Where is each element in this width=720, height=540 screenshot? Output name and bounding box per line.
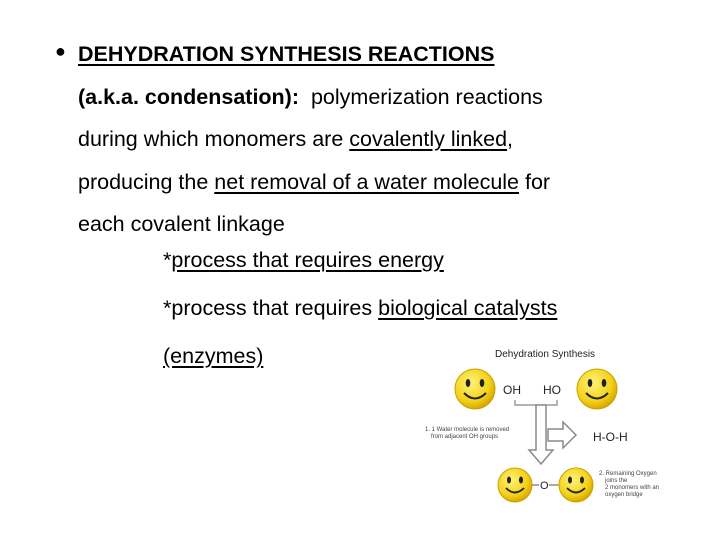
enzymes-text: (enzymes) xyxy=(163,344,264,368)
diagram-title: Dehydration Synthesis xyxy=(495,349,596,360)
requirement-enzymes xyxy=(163,341,263,371)
requirement-energy xyxy=(163,245,444,275)
smiley-monomer-bottom-left-icon xyxy=(498,468,532,502)
water-molecule-label: H-O-H xyxy=(593,430,628,444)
heading: DEHYDRATION SYNTHESIS REACTIONS xyxy=(78,42,495,66)
right-arrow-icon xyxy=(548,422,576,448)
covalently-linked-text: covalently linked xyxy=(349,127,508,151)
step2-line3: 2 monomers with an xyxy=(605,485,660,491)
oxygen-label: O xyxy=(540,480,549,492)
step1-line1: 1. 1 Water molecule is removed xyxy=(425,427,510,433)
step2-line1: 2. Remaining Oxygen xyxy=(599,471,657,477)
requires-energy-text: process that requires energy xyxy=(171,248,444,272)
definition-line2: during which monomers are xyxy=(78,127,344,151)
definition-line3: producing the xyxy=(78,169,209,194)
smiley-monomer-bottom-right-icon xyxy=(559,468,593,502)
definition-line4: each covalent linkage xyxy=(78,212,285,236)
step1-line2: from adjacent OH groups xyxy=(431,434,499,440)
ho-label: HO xyxy=(543,383,561,397)
asterisk: * xyxy=(163,248,172,272)
bullet-marker: ● xyxy=(55,41,66,61)
comma: , xyxy=(507,127,514,151)
step2-line4: oxygen bridge xyxy=(605,492,643,498)
definition-paragraph xyxy=(78,33,708,246)
dehydration-synthesis-diagram xyxy=(415,342,695,532)
biological-catalysts-text: biological catalysts xyxy=(378,296,558,320)
water-removal-text: net removal of a water molecule xyxy=(214,169,520,194)
subheading: (a.k.a. condensation): xyxy=(78,84,300,109)
smiley-monomer-top-left-icon xyxy=(455,369,495,409)
smiley-monomer-top-right-icon xyxy=(577,369,617,409)
requirement-catalysts xyxy=(163,293,557,323)
definition-line3-end: for xyxy=(525,169,551,194)
step2-line2: joins the xyxy=(605,478,628,484)
requires-text: *process that requires xyxy=(163,296,373,320)
oh-label: OH xyxy=(503,383,521,397)
definition-line1: polymerization reactions xyxy=(310,84,543,109)
